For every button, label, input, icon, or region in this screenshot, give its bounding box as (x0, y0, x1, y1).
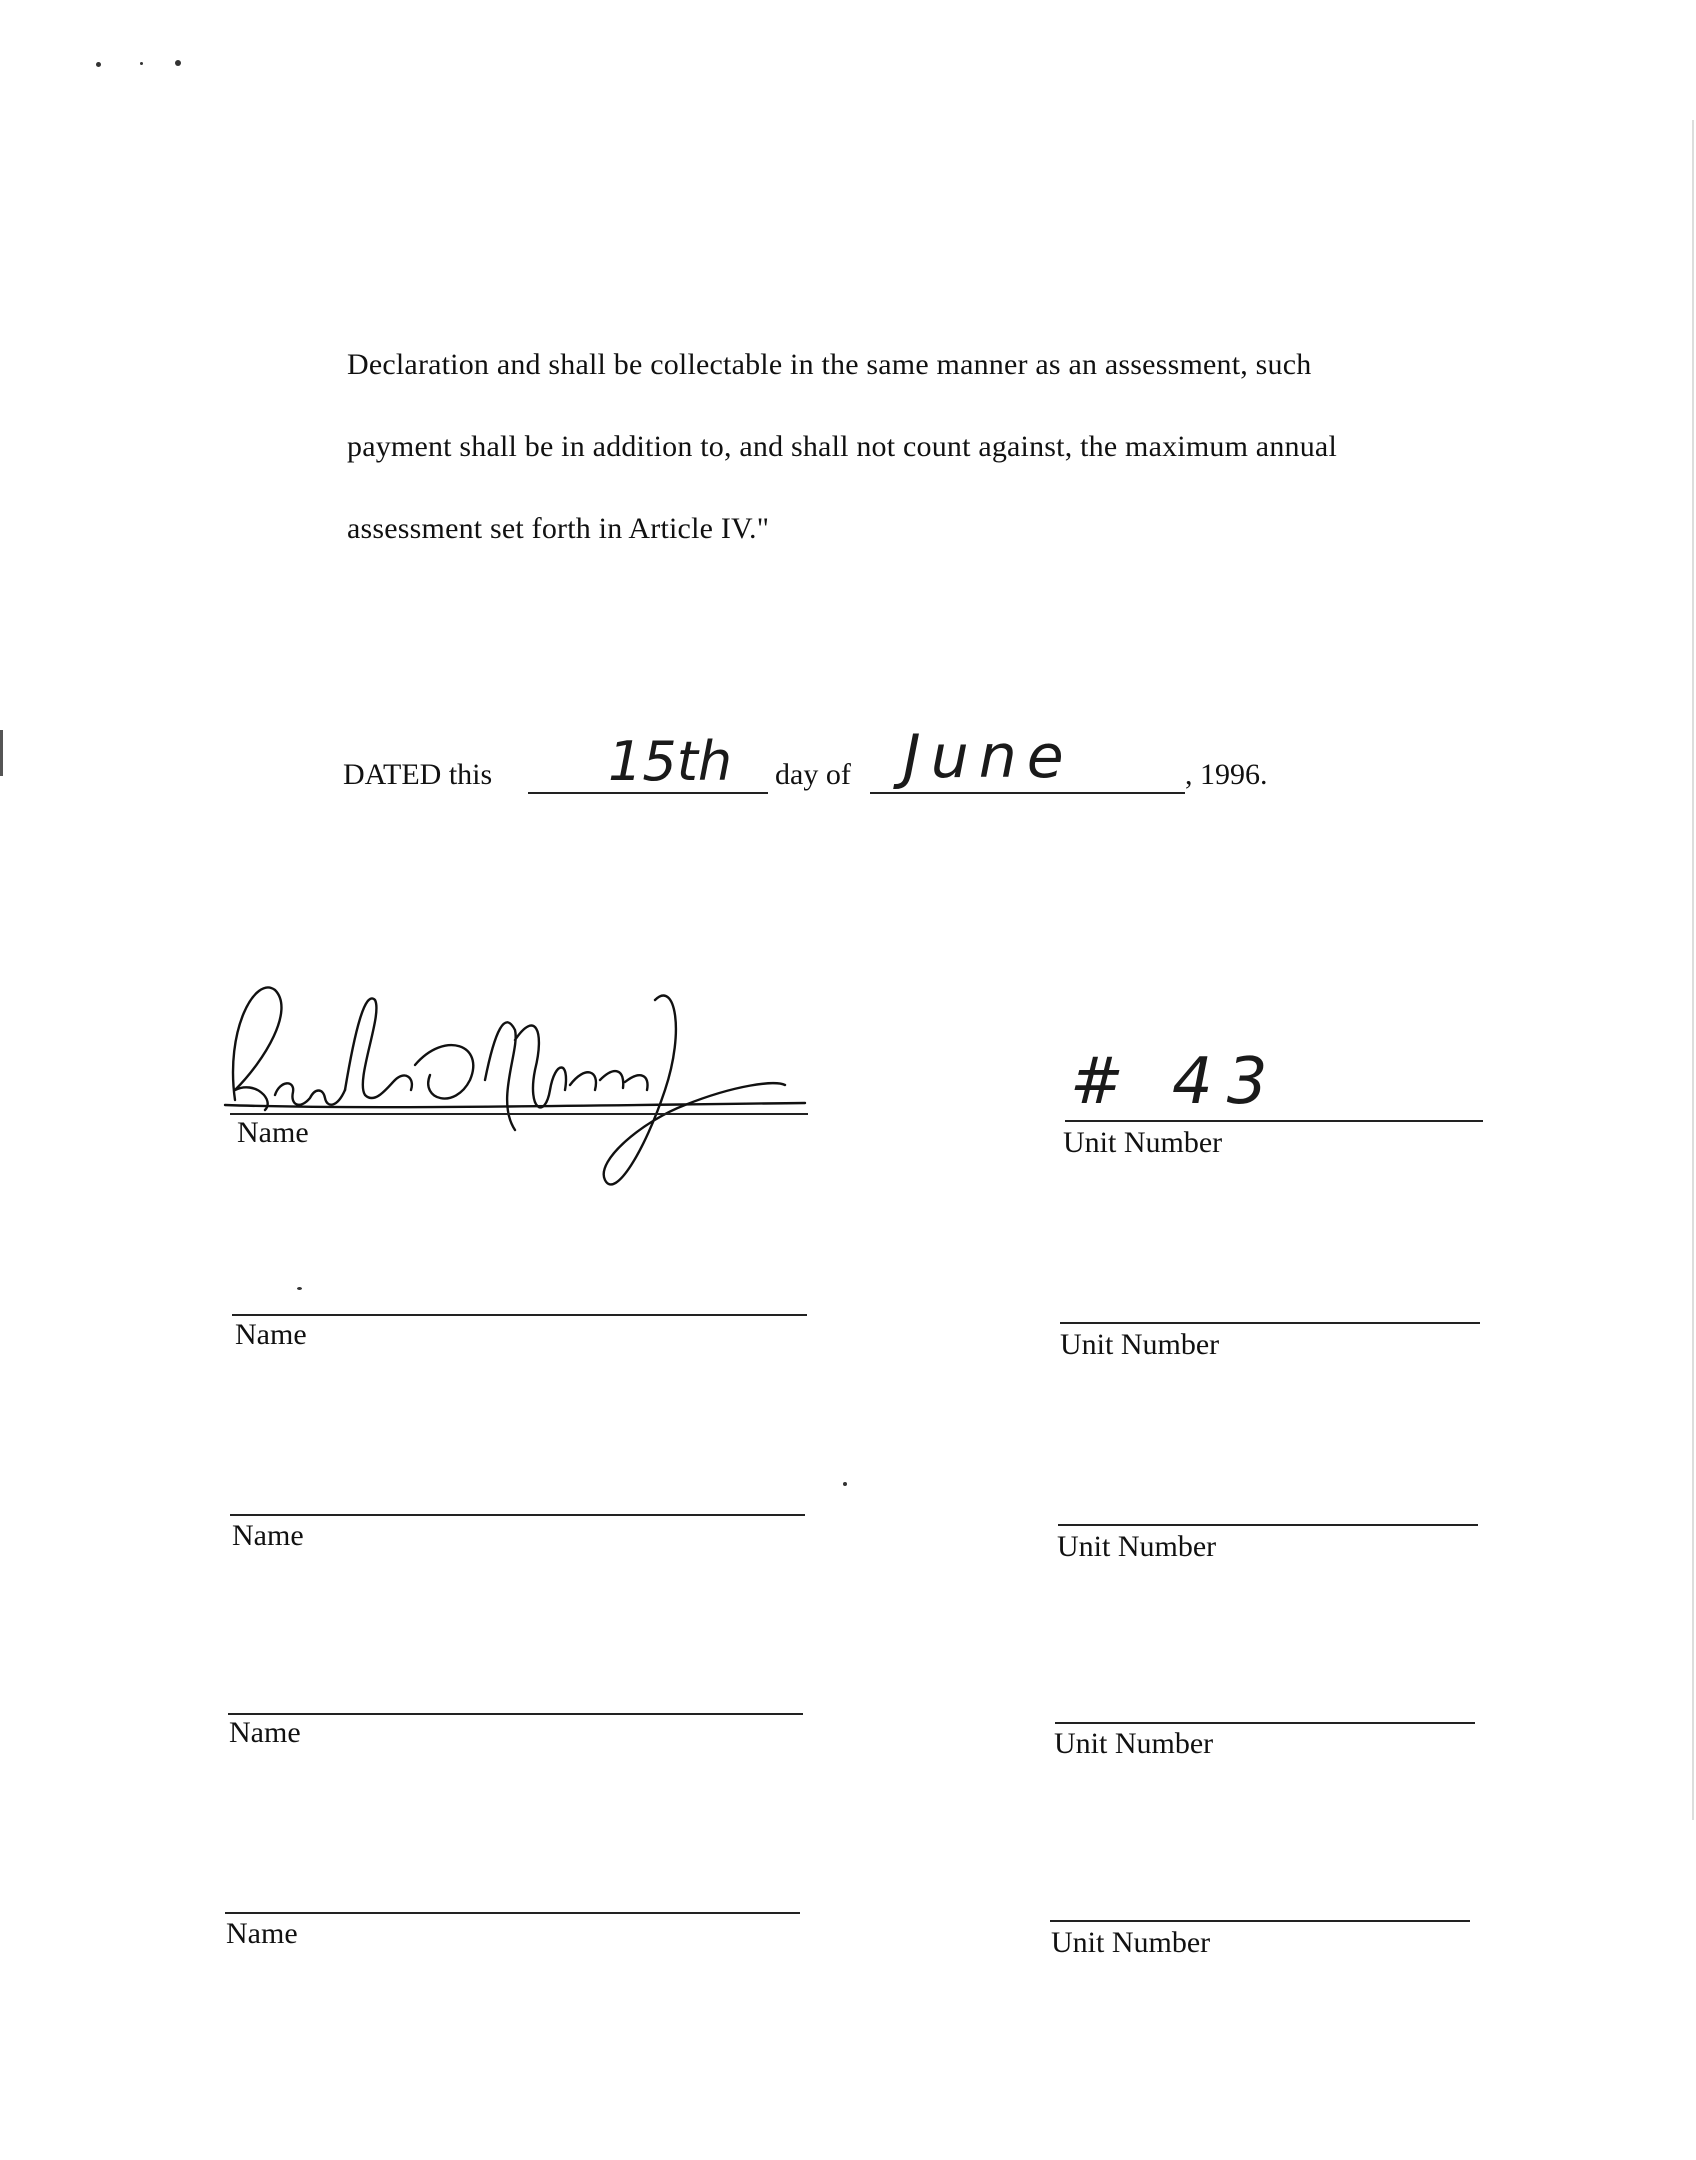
scan-edge-mark (0, 730, 3, 776)
unit-number-line[interactable] (1050, 1920, 1470, 1922)
paragraph-line: Declaration and shall be collectable in the same manner as an assessment, such (347, 348, 1312, 381)
name-label: Name (226, 1917, 298, 1950)
scan-edge-mark (1692, 120, 1694, 1820)
day-value[interactable]: 15th (608, 730, 733, 793)
unit-number-label: Unit Number (1063, 1126, 1223, 1159)
handwritten-signature[interactable] (215, 970, 835, 1200)
unit-number-label: Unit Number (1051, 1926, 1211, 1959)
unit-value[interactable]: # 43 (1070, 1045, 1282, 1119)
name-label: Name (232, 1519, 304, 1552)
month-value[interactable]: June (903, 722, 1074, 792)
scan-speck (96, 62, 101, 67)
name-signature-line[interactable] (232, 1314, 807, 1316)
unit-number-label: Unit Number (1060, 1328, 1220, 1361)
unit-number-label: Unit Number (1054, 1727, 1214, 1760)
name-label: Name (237, 1116, 309, 1149)
month-field-line (870, 792, 1185, 794)
unit-number-line[interactable] (1058, 1524, 1478, 1526)
name-label: Name (235, 1318, 307, 1351)
paragraph-line: payment shall be in addition to, and shall not count against, the maximum annual (347, 430, 1337, 463)
dated-prefix: DATED this (343, 758, 493, 791)
paragraph-line: assessment set forth in Article IV." (347, 512, 770, 545)
dated-line (343, 722, 1283, 802)
name-signature-line[interactable] (225, 1912, 800, 1914)
scan-speck (140, 62, 143, 65)
dated-middle: day of (775, 758, 851, 791)
scan-speck (843, 1482, 847, 1486)
unit-number-line (1065, 1120, 1483, 1122)
dated-suffix: , 1996. (1185, 758, 1268, 791)
name-signature-line[interactable] (230, 1514, 805, 1516)
unit-number-line[interactable] (1060, 1322, 1480, 1324)
name-signature-line (230, 1113, 808, 1115)
unit-number-line[interactable] (1055, 1722, 1475, 1724)
name-signature-line[interactable] (228, 1713, 803, 1715)
name-label: Name (229, 1716, 301, 1749)
scan-speck (175, 60, 181, 66)
scan-speck (297, 1287, 302, 1290)
unit-number-label: Unit Number (1057, 1530, 1217, 1563)
